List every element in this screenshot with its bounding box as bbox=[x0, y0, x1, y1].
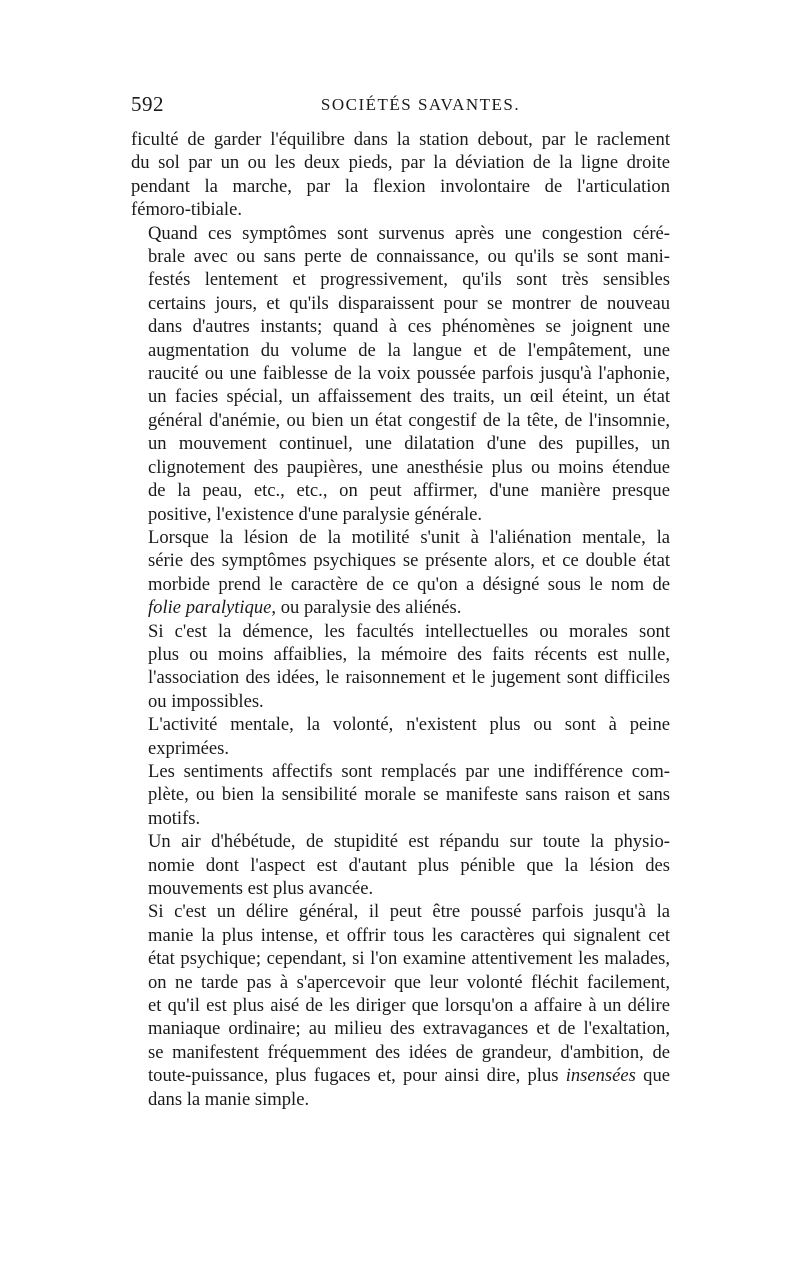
text-line: Lorsque la lésion de la motilité s'unit à l'aliénation mentale, la bbox=[148, 526, 670, 548]
text-line: Si c'est un délire général, il peut être poussé parfois jusqu'à la bbox=[148, 901, 670, 923]
text-line: pendant la marche, par la flexion involontaire de l'articulation bbox=[131, 175, 670, 197]
text-line bbox=[131, 596, 670, 619]
text-line: dans la manie simple. bbox=[148, 1088, 310, 1110]
text-line: ou impossibles. bbox=[148, 690, 264, 712]
body-text bbox=[131, 128, 670, 1111]
italic-term: folie paralytique bbox=[148, 597, 272, 619]
text-line: et qu'il est plus aisé de les diriger que lorsqu'on a affaire à un délire bbox=[148, 995, 670, 1017]
text-line: fémoro-tibiale. bbox=[131, 199, 242, 221]
running-title: SOCIÉTÉS SAVANTES. bbox=[320, 95, 521, 114]
running-head bbox=[131, 92, 670, 118]
paragraph-1 bbox=[131, 128, 670, 222]
text-line: exprimées. bbox=[148, 737, 230, 759]
text-line: un mouvement continuel, une dilatation d'une des pupilles, un bbox=[148, 433, 670, 455]
text-line: positive, l'existence d'une paralysie générale. bbox=[148, 503, 483, 525]
paragraph-4 bbox=[131, 620, 670, 714]
text-line: un facies spécial, un affaissement des traits, un œil éteint, un état bbox=[148, 386, 670, 408]
italic-term: insensées bbox=[565, 1065, 636, 1087]
text-line: festés lentement et progressivement, qu'ils sont très sensibles bbox=[148, 269, 670, 291]
text-line: maniaque ordinaire; au milieu des extravagances et de l'exaltation, bbox=[148, 1018, 670, 1040]
text-line: brale avec ou sans perte de connaissance, ou qu'ils se sont mani- bbox=[148, 246, 670, 268]
paragraph-6 bbox=[131, 760, 670, 830]
text-line: mouvements est plus avancée. bbox=[148, 878, 374, 899]
text-line: plus ou moins affaiblies, la mémoire des faits récents est nulle, bbox=[148, 643, 670, 665]
text-line: état psychique; cependant, si l'on examine attentivement les malades, bbox=[148, 948, 670, 970]
paragraph-5 bbox=[131, 713, 670, 760]
text-line: l'association des idées, le raisonnement et le jugement sont difficiles bbox=[148, 667, 670, 689]
text-line: Un air d'hébétude, de stupidité est répandu sur toute la physio- bbox=[148, 831, 670, 853]
text-line: raucité ou une faiblesse de la voix poussée parfois jusqu'à l'aphonie, bbox=[148, 363, 670, 385]
paragraph-8 bbox=[131, 900, 670, 1111]
text-line: motifs. bbox=[148, 807, 201, 829]
text-line: Quand ces symptômes sont survenus après une congestion céré- bbox=[148, 222, 670, 244]
text-line: certains jours, et qu'ils disparaissent pour se montrer de nouveau bbox=[148, 292, 670, 314]
text-line: nomie dont l'aspect est d'autant plus pénible que la lésion des bbox=[148, 854, 670, 876]
text-line bbox=[131, 1064, 670, 1087]
paragraph-2 bbox=[131, 222, 670, 526]
text-fragment: toute-puissance, plus fugaces et, pour ainsi dire, plus bbox=[148, 1065, 566, 1087]
text-line: du sol par un ou les deux pieds, par la déviation de la ligne droite bbox=[131, 152, 670, 174]
text-line: on ne tarde pas à s'apercevoir que leur volonté fléchit facilement, bbox=[148, 971, 670, 993]
text-line: plète, ou bien la sensibilité morale se manifeste sans raison et sans bbox=[148, 784, 670, 806]
text-line: manie la plus intense, et offrir tous les caractères qui signalent cet bbox=[148, 924, 670, 946]
text-line: dans d'autres instants; quand à ces phénomènes se joignent une bbox=[148, 316, 670, 338]
text-line: clignotement des paupières, une anesthésie plus ou moins étendue bbox=[148, 456, 670, 478]
text-fragment: que bbox=[635, 1065, 670, 1087]
text-line: augmentation du volume de la langue et de l'empâtement, une bbox=[148, 339, 670, 361]
text-line: se manifestent fréquemment des idées de grandeur, d'ambition, de bbox=[148, 1041, 670, 1063]
text-line: de la peau, etc., etc., on peut affirmer, d'une manière presque bbox=[148, 480, 670, 502]
text-line: Si c'est la démence, les facultés intellectuelles ou morales sont bbox=[148, 620, 670, 642]
text-line: ficulté de garder l'équilibre dans la station debout, par le raclement bbox=[131, 129, 670, 150]
text-line: morbide prend le caractère de ce qu'on a désigné sous le nom de bbox=[148, 573, 670, 595]
paragraph-7 bbox=[131, 830, 670, 900]
text-fragment: , ou paralysie des aliénés. bbox=[271, 597, 462, 619]
text-line: L'activité mentale, la volonté, n'existent plus ou sont à peine bbox=[148, 714, 670, 736]
text-line: série des symptômes psychiques se présente alors, et ce double état bbox=[148, 550, 670, 572]
paragraph-3 bbox=[131, 526, 670, 620]
text-line: Les sentiments affectifs sont remplacés par une indifférence com- bbox=[148, 760, 670, 782]
text-line: général d'anémie, ou bien un état congestif de la tête, de l'insomnie, bbox=[148, 409, 670, 431]
page-number: 592 bbox=[131, 92, 164, 116]
